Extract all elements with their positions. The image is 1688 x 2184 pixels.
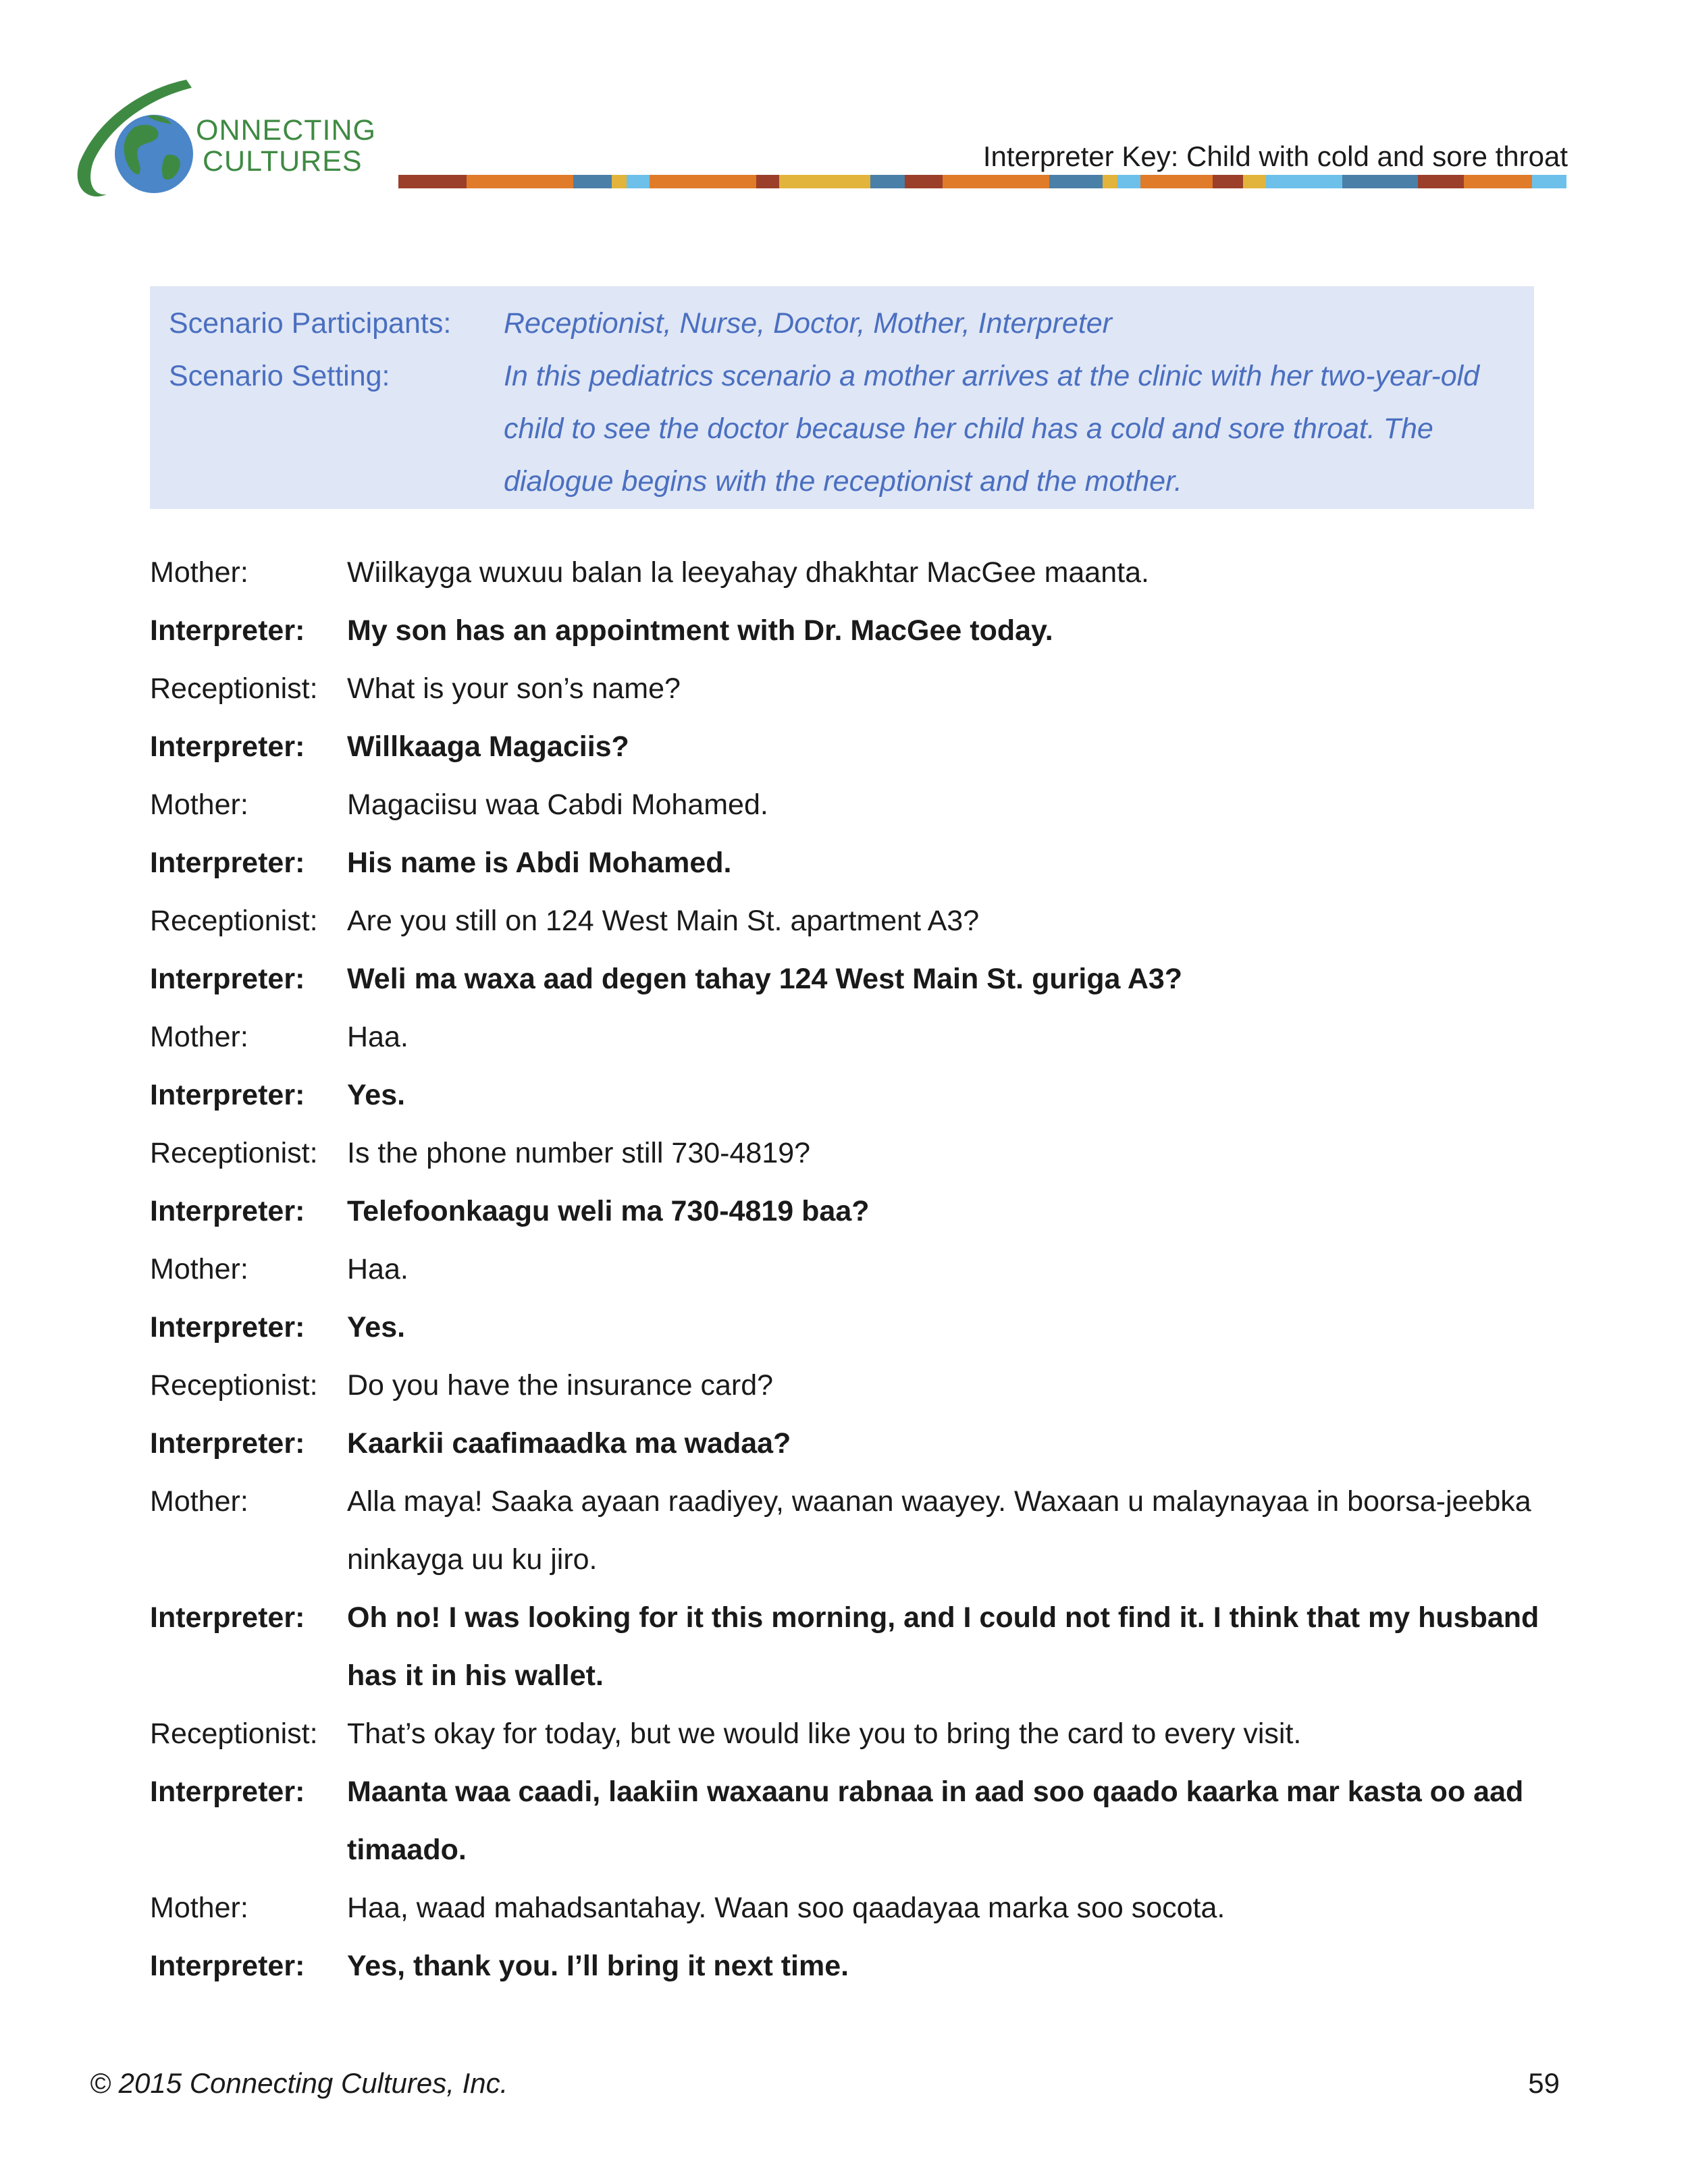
speaker-label: Interpreter:: [150, 1427, 305, 1460]
speech-text: Magaciisu waa Cabdi Mohamed.: [347, 789, 768, 821]
dialogue-line: [150, 1008, 1575, 1066]
stripe-segment: [779, 175, 870, 188]
stripe-segment: [1418, 175, 1464, 188]
dialogue-line: [150, 660, 1575, 718]
header-color-stripe: [398, 175, 1566, 188]
speaker-label: Interpreter:: [150, 1311, 305, 1343]
stripe-segment: [1266, 175, 1342, 188]
speech-text: That’s okay for today, but we would like you to bring the card to every visit.: [347, 1717, 1302, 1750]
stripe-segment: [573, 175, 611, 188]
speaker-label: Receptionist:: [150, 905, 318, 937]
stripe-segment: [1342, 175, 1419, 188]
speaker-label: Receptionist:: [150, 1717, 318, 1750]
speech-text: Wiilkayga wuxuu balan la leeyahay dhakhtar MacGee maanta.: [347, 556, 1149, 589]
header-title: Interpreter Key: Child with cold and sore throat: [982, 140, 1568, 172]
dialogue-line: [150, 1124, 1575, 1182]
stripe-segment: [905, 175, 943, 188]
dialogue-line: [150, 1937, 1575, 1995]
dialogue-line: [150, 1472, 1575, 1589]
dialogue-line: [150, 718, 1575, 776]
participants-label: Scenario Participants:: [169, 307, 452, 340]
speaker-label: Interpreter:: [150, 847, 305, 879]
speaker-label: Interpreter:: [150, 1601, 305, 1634]
speaker-label: Mother:: [150, 1485, 248, 1518]
speaker-label: Interpreter:: [150, 1079, 305, 1111]
dialogue-line: [150, 1298, 1575, 1356]
dialogue-line: [150, 543, 1575, 602]
speech-text: What is your son’s name?: [347, 672, 681, 705]
speech-text: Alla maya! Saaka ayaan raadiyey, waanan waayey. Waxaan u malaynayaa in boorsa-jeebka ninkayga uu ku jiro.: [347, 1485, 1531, 1576]
speech-text: Is the phone number still 730-4819?: [347, 1137, 811, 1169]
stripe-segment: [1532, 175, 1566, 188]
speaker-label: Interpreter:: [150, 1776, 305, 1808]
stripe-segment: [650, 175, 756, 188]
stripe-segment: [612, 175, 627, 188]
speech-text: Haa.: [347, 1253, 408, 1285]
speech-text: Haa.: [347, 1021, 408, 1053]
speech-text: My son has an appointment with Dr. MacGee today.: [347, 614, 1053, 647]
speech-text: Maanta waa caadi, laakiin waxaanu rabnaa in aad soo qaado kaarka mar kasta oo aad timaado.: [347, 1776, 1524, 1866]
speaker-label: Mother:: [150, 1892, 248, 1924]
stripe-segment: [398, 175, 467, 188]
dialogue-line: [150, 1066, 1575, 1124]
speech-text: Yes.: [347, 1311, 406, 1343]
speech-text: Are you still on 124 West Main St. apartment A3?: [347, 905, 980, 937]
speech-text: Oh no! I was looking for it this morning, and I could not find it. I think that my husband has it in his wallet.: [347, 1601, 1539, 1692]
logo-text-line2: CULTURES: [203, 145, 363, 178]
stripe-segment: [627, 175, 650, 188]
dialogue-line: [150, 1879, 1575, 1937]
speech-text: Haa, waad mahadsantahay. Waan soo qaadayaa marka soo socota.: [347, 1892, 1225, 1924]
speaker-label: Interpreter:: [150, 1195, 305, 1227]
scenario-participants-row: [150, 297, 1534, 350]
participants-value: Receptionist, Nurse, Doctor, Mother, Interpreter: [504, 307, 1113, 340]
dialogue-line: [150, 1705, 1575, 1763]
stripe-segment: [1213, 175, 1243, 188]
speech-text: Telefoonkaagu weli ma 730-4819 baa?: [347, 1195, 870, 1227]
speech-text: Weli ma waxa aad degen tahay 124 West Main St. guriga A3?: [347, 963, 1183, 995]
speech-text: Yes.: [347, 1079, 406, 1111]
stripe-segment: [1140, 175, 1213, 188]
speaker-label: Mother:: [150, 789, 248, 821]
speech-text: Kaarkii caafimaadka ma wadaa?: [347, 1427, 791, 1460]
speaker-label: Interpreter:: [150, 730, 305, 763]
dialogue-line: [150, 1182, 1575, 1240]
stripe-segment: [467, 175, 573, 188]
dialogue-line: [150, 602, 1575, 660]
dialogue-line: [150, 1763, 1575, 1879]
dialogue-line: [150, 1589, 1575, 1705]
speech-text: His name is Abdi Mohamed.: [347, 847, 732, 879]
stripe-segment: [756, 175, 779, 188]
connecting-cultures-logo: [73, 74, 390, 209]
dialogue-transcript: [150, 543, 1575, 1995]
stripe-segment: [1049, 175, 1103, 188]
logo-text-line1: ONNECTING: [196, 114, 376, 147]
setting-label: Scenario Setting:: [169, 360, 390, 392]
scenario-setting-row: [150, 350, 1534, 508]
dialogue-line: [150, 834, 1575, 892]
speaker-label: Mother:: [150, 1253, 248, 1285]
stripe-segment: [1464, 175, 1532, 188]
scenario-box: [150, 286, 1534, 509]
speaker-label: Mother:: [150, 1021, 248, 1053]
dialogue-line: [150, 1414, 1575, 1472]
dialogue-line: [150, 1240, 1575, 1298]
dialogue-line: [150, 892, 1575, 950]
speaker-label: Interpreter:: [150, 963, 305, 995]
speech-text: Yes, thank you. I’ll bring it next time.: [347, 1950, 849, 1982]
speaker-label: Mother:: [150, 556, 248, 589]
speech-text: Do you have the insurance card?: [347, 1369, 774, 1402]
stripe-segment: [870, 175, 905, 188]
stripe-segment: [1117, 175, 1140, 188]
speaker-label: Interpreter:: [150, 1950, 305, 1982]
speaker-label: Receptionist:: [150, 1369, 318, 1402]
stripe-segment: [1243, 175, 1266, 188]
speaker-label: Receptionist:: [150, 672, 318, 705]
footer-copyright: © 2015 Connecting Cultures, Inc.: [90, 2067, 508, 2099]
dialogue-line: [150, 1356, 1575, 1414]
speaker-label: Interpreter:: [150, 614, 305, 647]
speaker-label: Receptionist:: [150, 1137, 318, 1169]
dialogue-line: [150, 776, 1575, 834]
stripe-segment: [1103, 175, 1118, 188]
speech-text: Willkaaga Magaciis?: [347, 730, 629, 763]
setting-value: In this pediatrics scenario a mother arrives at the clinic with her two-year-old child to see the doctor because her child has a cold and sore throat. The dialogue begins with the receptionist and the mother.: [504, 360, 1480, 498]
page-number: 59: [1528, 2067, 1560, 2099]
logo-globe-icon: [73, 74, 194, 209]
dialogue-line: [150, 950, 1575, 1008]
stripe-segment: [943, 175, 1049, 188]
